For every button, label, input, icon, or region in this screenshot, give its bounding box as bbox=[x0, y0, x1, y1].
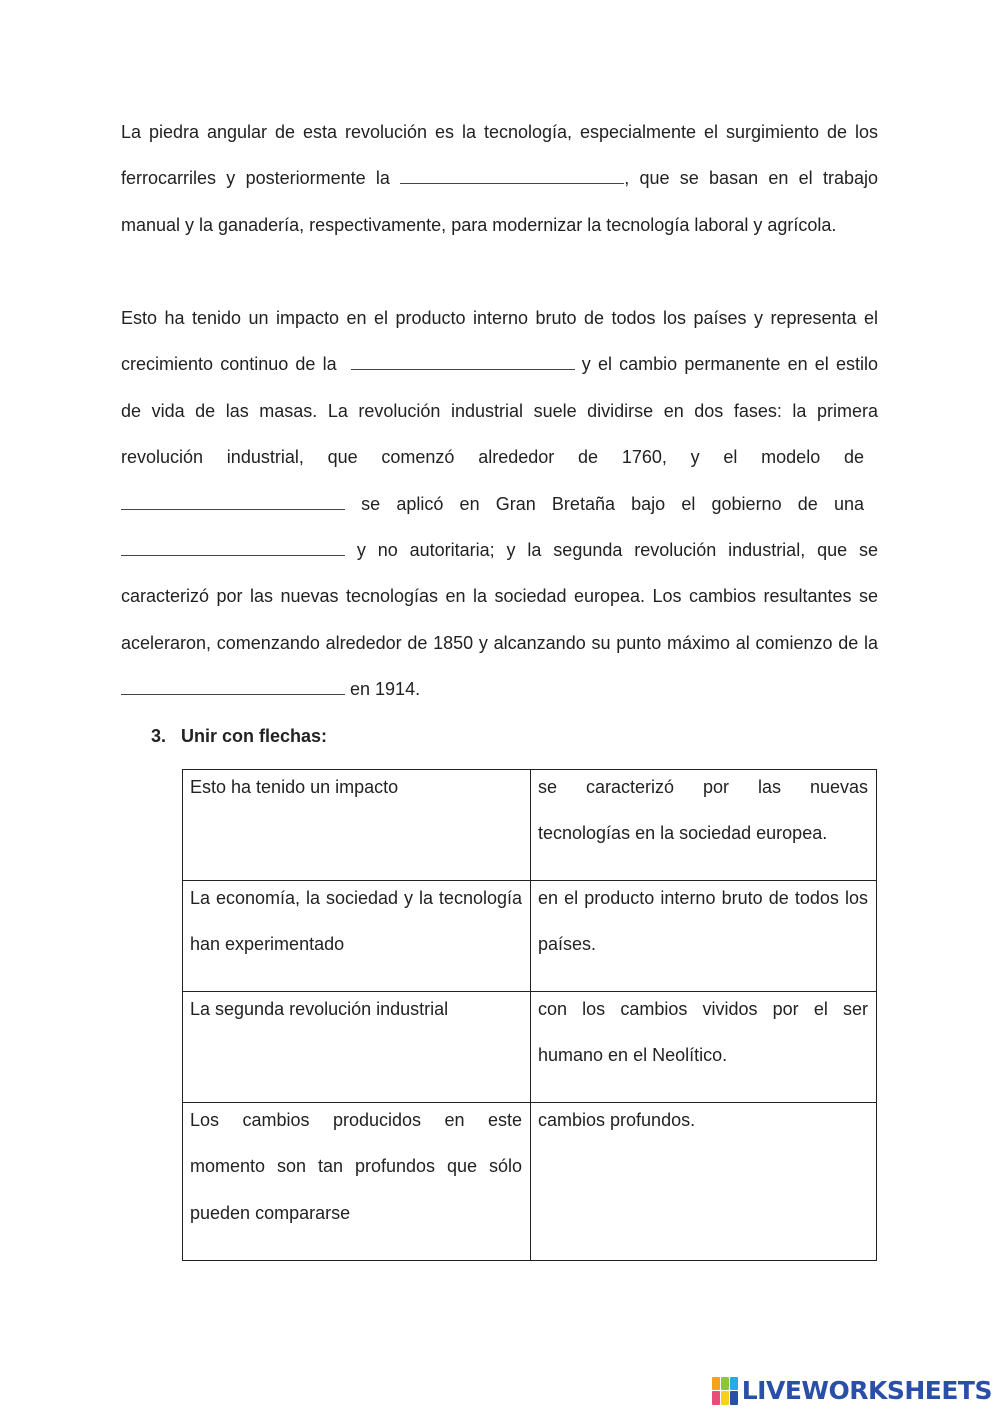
match-right-cell[interactable]: con los cambios vividos por el ser humano en el Neolítico. bbox=[531, 992, 877, 1103]
match-left-cell[interactable]: La economía, la sociedad y la tecnología han experimentado bbox=[183, 881, 531, 992]
match-table bbox=[182, 769, 877, 1261]
liveworksheets-wordmark: LIVEWORKSHEETS bbox=[741, 1376, 992, 1405]
match-left-cell[interactable]: La segunda revolución industrial bbox=[183, 992, 531, 1103]
match-right-cell[interactable]: se caracterizó por las nuevas tecnologías en la sociedad europea. bbox=[531, 770, 877, 881]
liveworksheets-icon bbox=[712, 1377, 738, 1405]
paragraph-2-text-c: se aplicó en Gran Bretaña bajo el gobierno de una bbox=[361, 493, 864, 514]
paragraph-2 bbox=[121, 295, 878, 713]
blank-3[interactable] bbox=[121, 495, 345, 510]
blank-4[interactable] bbox=[121, 541, 345, 556]
paragraph-2-text-e: en 1914. bbox=[350, 679, 421, 700]
question-number: 3. bbox=[151, 726, 167, 746]
match-right-cell[interactable]: cambios profundos. bbox=[531, 1103, 877, 1261]
question-title: Unir con flechas: bbox=[181, 726, 328, 746]
blank-5[interactable] bbox=[121, 680, 345, 695]
match-left-cell[interactable]: Esto ha tenido un impacto bbox=[183, 770, 531, 881]
paragraph-1 bbox=[121, 109, 878, 248]
paragraph-2-text-b: y el cambio permanente en el estilo de vida de las masas. La revolución industrial suele dividirse en dos fases: la primera revolución industrial, que comenzó alrededor de 1760, y el modelo de bbox=[121, 354, 878, 468]
paragraph-1-text-b: , que se basan en el trabajo manual y la ganadería, respectivamente, para modernizar la tecnología laboral y agrícola. bbox=[121, 168, 878, 235]
question-heading bbox=[151, 722, 327, 750]
liveworksheets-logo[interactable] bbox=[712, 1376, 992, 1405]
table-row bbox=[183, 770, 877, 881]
table-row bbox=[183, 881, 877, 992]
paragraph-2-text-a: Esto ha tenido un impacto en el producto interno bruto de todos los países y representa el crecimiento continuo de la bbox=[121, 308, 878, 375]
paragraph-1-text-a: La piedra angular de esta revolución es la tecnología, especialmente el surgimiento de los ferrocarriles y posteriormente la bbox=[121, 122, 878, 189]
blank-2[interactable] bbox=[351, 355, 575, 370]
table-row bbox=[183, 992, 877, 1103]
table-row bbox=[183, 1103, 877, 1261]
match-right-cell[interactable]: en el producto interno bruto de todos los países. bbox=[531, 881, 877, 992]
blank-1[interactable] bbox=[400, 169, 624, 184]
paragraph-2-text-d: y no autoritaria; y la segunda revolución industrial, que se caracterizó por las nuevas tecnologías en la sociedad europea. Los cambios resultantes se aceleraron, comenzando alrededor de 1850 y alcanzando su punto máximo al comienzo de la bbox=[121, 540, 878, 653]
match-left-cell[interactable]: Los cambios producidos en este momento son tan profundos que sólo pueden compararse bbox=[183, 1103, 531, 1261]
